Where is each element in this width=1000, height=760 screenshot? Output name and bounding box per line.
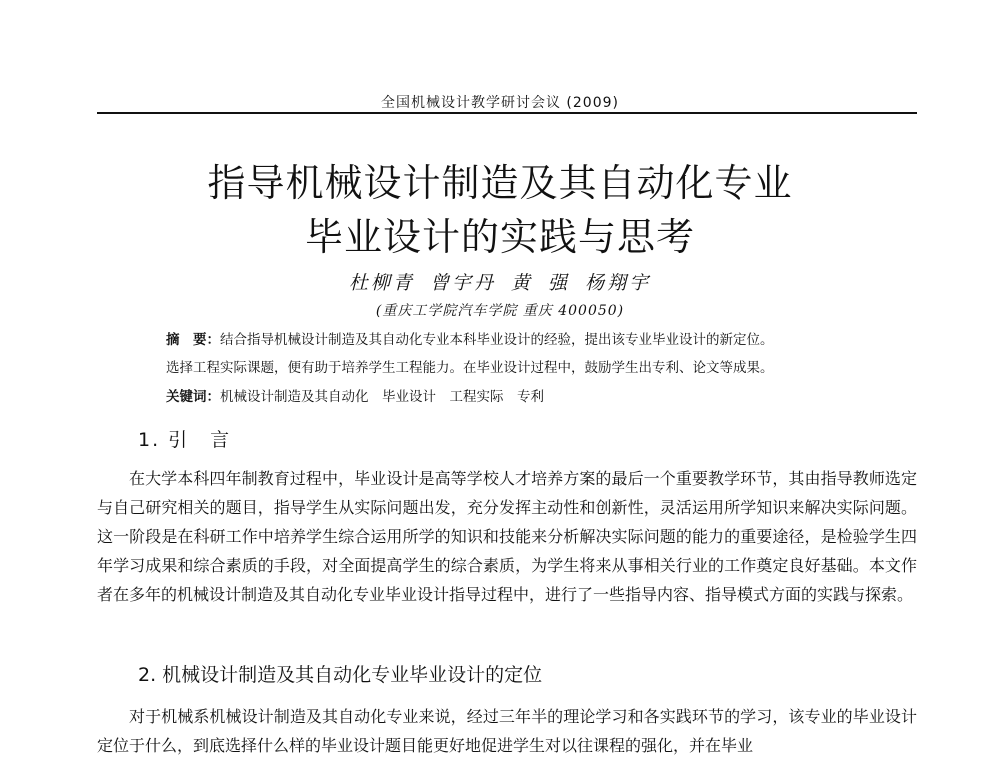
section-paragraph-positioning: 对于机械系机械设计制造及其自动化专业来说，经过三年半的理论学习和各实践环节的学习，该专业的毕业设计定位于什么，到底选择什么样的毕业设计题目能更好地促进学生对以往课程的强化，并在毕业 <box>97 707 917 755</box>
affiliation: (重庆工学院汽车学院 重庆 400050) <box>375 303 625 319</box>
running-head: 全国机械设计教学研讨会议 (2009) <box>380 95 619 111</box>
keywords-label: 关键词： <box>166 389 220 405</box>
abstract-line-2 <box>166 356 926 376</box>
author-list: 杜柳青 曾宇丹 黄 强 杨翔宇 <box>348 272 652 294</box>
header-rule <box>97 112 917 114</box>
paper-title-line-2: 毕业设计的实践与思考 <box>304 215 695 259</box>
section-paragraph-introduction: 在大学本科四年制教育过程中，毕业设计是高等学校人才培养方案的最后一个重要教学环节，其由指导教师选定与自己研究相关的题目，指导学生从实际问题出发，充分发挥主动性和创新性，灵活运用所学知识来解决实际问题。这一阶段是在科研工作中培养学生综合运用所学的知识和技能来分析解决实际问题的能力的重要途径，是检验学生四年学习成果和综合素质的手段，对全面提高学生的综合素质，为学生将来从事相关行业的工作奠定良好基础。本文作者在多年的机械设计制造及其自动化专业毕业设计指导过程中，进行了一些指导内容、指导模式方面的实践与探索。 <box>97 469 917 604</box>
keywords-line <box>166 385 926 405</box>
abstract-line-1 <box>166 328 926 348</box>
abstract-text-2: 选择工程实际课题，便有助于培养学生工程能力。在毕业设计过程中，鼓励学生出专利、论文等成果。 <box>166 360 774 376</box>
abstract-label: 摘 要： <box>166 332 220 348</box>
keywords-text: 机械设计制造及其自动化 毕业设计 工程实际 专利 <box>220 389 544 405</box>
section-heading-introduction: 1. 引 言 <box>138 429 232 451</box>
paper-title-line-1: 指导机械设计制造及其自动化专业 <box>207 161 793 205</box>
section-heading-positioning: 2. 机械设计制造及其自动化专业毕业设计的定位 <box>138 664 543 686</box>
abstract-text-1: 结合指导机械设计制造及其自动化专业本科毕业设计的经验，提出该专业毕业设计的新定位。 <box>220 332 774 348</box>
